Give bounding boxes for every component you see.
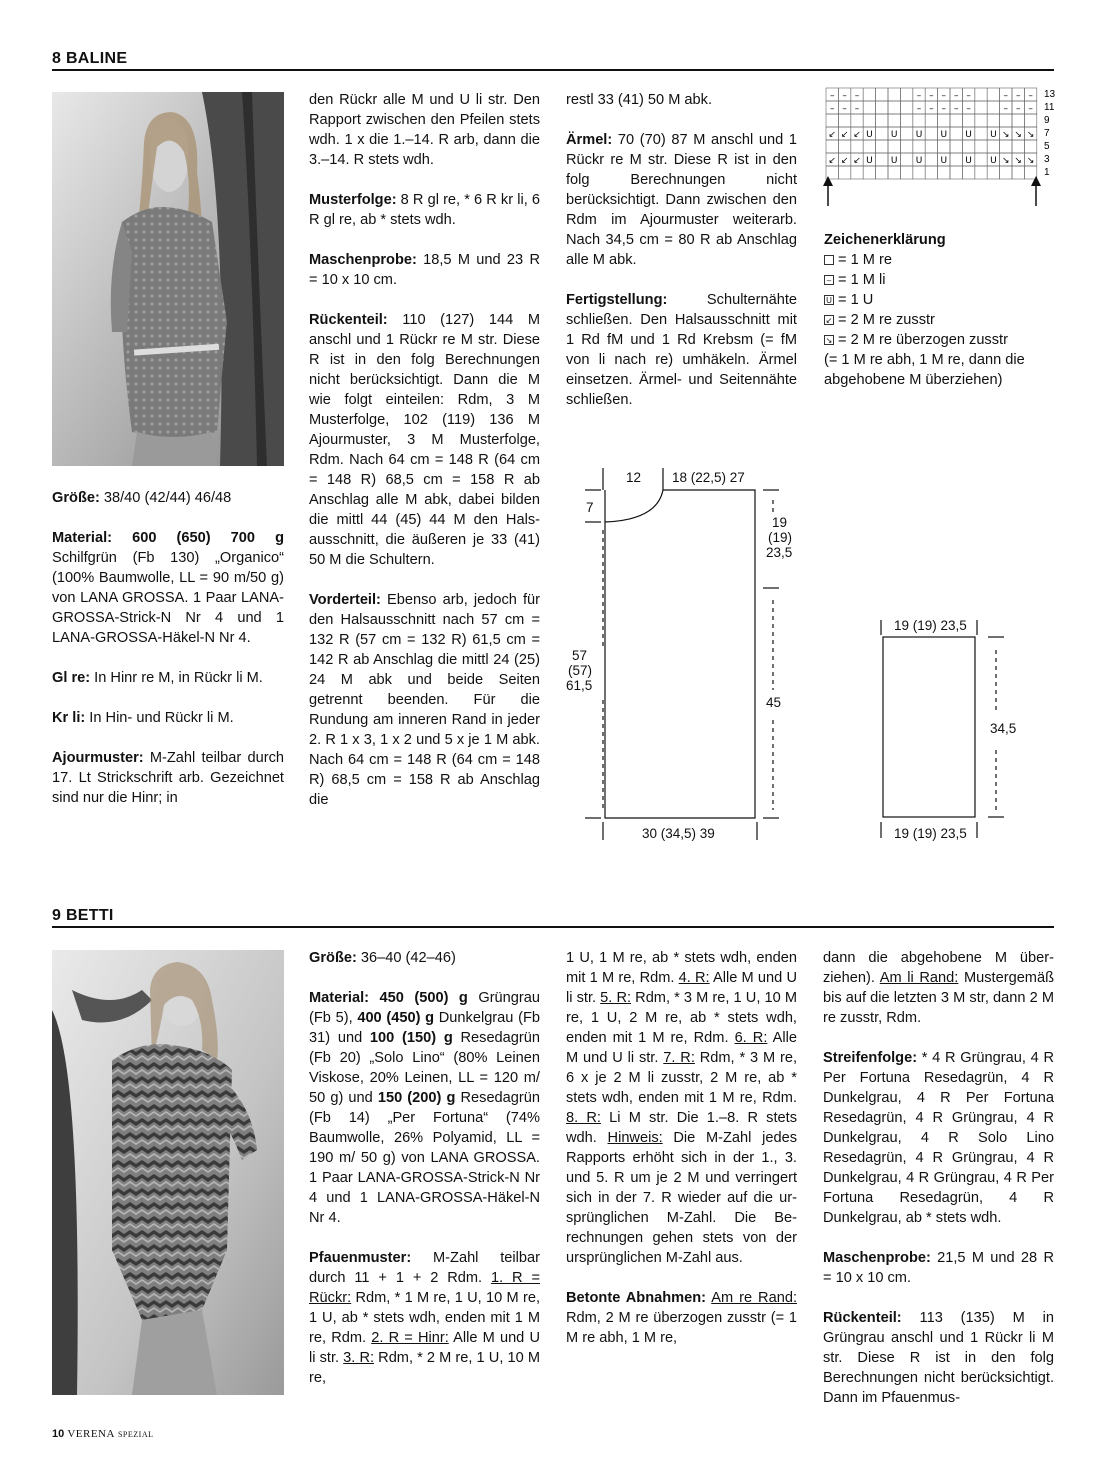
page-footer — [52, 1428, 153, 1440]
magazine-suffix: SPEZIAL — [117, 1430, 154, 1439]
section-divider — [52, 69, 1054, 71]
chart-row-number: 13 — [1044, 89, 1056, 100]
schematic-label-armhole-3: 23,5 — [766, 545, 793, 560]
text-column-1: Größe: 38/40 (42/44) 46/48 Material: 600 (650) 700 g Schilfgrün (Fb 130) „Organico“ (100% Baumwolle, LL = 90 m/50 g) von LANA GROSSA. 1 Paar LANA-GROSSA-Strick-N Nr 4 und 1 LANA-GROSSA-Häkel-N Nr 4. Gl re: In Hinr re M, in Rückr li M. Kr li: In Hin- und Rückr li M. Ajourmuster: M-Zahl teilbar durch 17. Lt Strickschrift arb. Gezeichnet sind nur die Hinr; in — [52, 490, 284, 806]
repeat-arrow-right — [1031, 176, 1041, 206]
chart-cell-symbol: U — [866, 156, 873, 166]
sleeve-label-length: 34,5 — [990, 721, 1017, 736]
legend-item-k2tog: ↙ = 2 M re zusstr — [825, 312, 935, 328]
yarn-over-icon: U — [824, 295, 834, 305]
chart-cell-symbol: ↙ — [853, 130, 861, 140]
schematic-label-neck-width: 12 — [626, 470, 642, 485]
model-photo-baline — [52, 92, 284, 466]
text-column-3: restl 33 (41) 50 M abk. Ärmel: 70 (70) 87 M anschl und 1 Rückr re M str. Diese R ist in den folg Berechnungen nicht berücksichtigt. Dann zwischen den Rdm im Ajourmuster weiterarb. Nach 34,5 cm = 80 R ab Anschlag alle M abk. Fertigstellung: Schulternähte schließen. Den Halsausschnitt mit 1 Rd fM und 1 Rd Krebsm (= fM von li nach re) umhäkeln. Ärmel einsetzen. Ärmel- und Seitennähte schließen. — [566, 92, 797, 408]
chart-cell-symbol: – — [829, 91, 835, 101]
legend-item-purl: – = 1 M li — [824, 270, 1054, 290]
chart-cell-symbol: – — [1015, 104, 1021, 114]
chart-cell-symbol: – — [1028, 91, 1033, 101]
chart-cell-symbol: – — [854, 104, 860, 114]
chart-row-number: 11 — [1044, 102, 1055, 113]
purl-stitch-icon: – — [824, 275, 834, 285]
chart-cell-symbol: – — [966, 104, 971, 114]
chart-cell-symbol: U — [915, 130, 923, 140]
chart-row-number: 9 — [1044, 115, 1050, 126]
legend-item-knit: = 1 M re — [824, 250, 1054, 270]
text-column-betti-2: 1 U, 1 M re, ab * stets wdh, enden mit 1 M re, Rdm. 4. R: Alle M und U li str. 5. R: Rdm, * 3 M re, 1 U, 10 M re, 1 U, 2 M re, ab * stets wdh, enden mit 1 M re, Rdm. 6. R: Alle M und U li str. 7. R: Rdm, * 3 M re, 6 x je 2 M li zusstr, 2 M re, ab * stets wdh, enden mit 1 M re, Rdm. 8. R: Li M str. Die 1.–8. R stets wdh. Hinweis: Die M-Zahl jedes Rapports erhöht sich in der 1., 3. und 5. R um je 2 M und verringert sich in der 7. R wieder auf die ursprünglichen M-Zahl. Die Berechnungen gehen stets von der ursprünglichen M-Zahl aus. Betonte Abnahmen: Am re Rand: Rdm, 2 M re überzogen zusstr (= 1 M re abh, 1 M re, — [566, 950, 798, 1346]
chart-cell-symbol: U — [990, 156, 997, 166]
chart-cell-symbol: U — [915, 156, 923, 166]
schematic-label-length-1: 57 — [572, 648, 588, 663]
chart-cell-symbol: – — [829, 104, 835, 114]
chart-cell-symbol: – — [842, 104, 847, 114]
ssk-icon: ↘ — [825, 336, 833, 345]
schematic-label-hem-width: 30 (34,5) 39 — [642, 826, 715, 841]
schematic-label-length-2: (57) — [568, 663, 593, 678]
legend-item-yarnover: U = 1 U — [824, 290, 1054, 310]
chart-cell-symbol: – — [916, 91, 922, 101]
chart-row-number: 7 — [1044, 128, 1050, 139]
schematic-label-armhole-2: (19) — [768, 530, 793, 545]
chart-cell-symbol: U — [965, 130, 972, 140]
chart-cell-symbol: – — [1003, 91, 1009, 101]
schematic-label-shoulder-width: 18 (22,5) 27 — [672, 470, 745, 485]
chart-cell-symbol: – — [941, 104, 947, 114]
chart-cell-symbol: ↙ — [840, 156, 849, 166]
chart-cell-symbol: – — [953, 104, 959, 114]
sleeve-label-top: 19 (19) 23,5 — [894, 618, 967, 633]
chart-cell-symbol: U — [890, 130, 898, 140]
section-title-betti: 9 BETTI — [52, 907, 114, 924]
chart-cell-symbol: – — [842, 91, 847, 101]
schematic-label-length-3: 61,5 — [566, 678, 593, 693]
chart-row-number: 5 — [1044, 141, 1050, 152]
chart-cell-symbol: – — [1028, 104, 1033, 114]
chart-cell-symbol: – — [941, 91, 947, 101]
legend-extra: (= 1 M re abh, 1 M re, dann die abgehobene M überziehen) — [824, 352, 1025, 388]
section-divider — [52, 926, 1054, 928]
chart-cell-symbol: ↘ — [1014, 130, 1022, 140]
chart-cell-symbol: ↘ — [1002, 130, 1010, 140]
chart-cell-symbol: U — [940, 130, 948, 140]
k2tog-icon: ↙ — [825, 316, 833, 325]
chart-cell-symbol: ↙ — [828, 130, 836, 140]
chart-cell-symbol: – — [854, 91, 860, 101]
chart-cell-symbol: ↘ — [1002, 156, 1010, 166]
chart-cell-symbol: ↘ — [1026, 156, 1035, 166]
chart-cell-symbol: U — [990, 130, 997, 140]
chart-cell-symbol: – — [953, 91, 959, 101]
text-column-2: den Rückr alle M und U li str. Den Rapport zwischen den Pfeilen stets wdh. 1 x die 1.–14. R arb, dann die 3.–14. R stets wdh. Musterfolge: 8 R gl re, * 6 R kr li, 6 R gl re, ab * stets wdh. Maschenprobe: 18,5 M und 23 R = 10 x 10 cm. Rückenteil: 110 (127) 144 M anschl und 1 Rückr re M str. Diese R ist in den folg Berechnungen nicht berücksichtigt. Dann die M wie folgt einteilen: Rdm, 3 M Musterfolge, 102 (119) 136 M Ajourmuster, 3 M Musterfolge, Rdm. Nach 64 cm = 148 R (64 cm = 148 R) 68,5 cm = 158 R ab Anschlag alle M abk, dabei bilden die mittl 44 (45) 44 M den Halsausschnitt, die äußeren je 33 (41) 50 M die Schultern. Vorderteil: Ebenso arb, jedoch für den Halsausschnitt nach 57 cm = 132 R (57 cm = 132 R) 61,5 cm = 142 R ab Anschlag die mittl 24 (25) 24 M abk und beide Seiten getrennt beenden. Für die Rundung am inneren Rand in jeder 2. R 1 x 3, 1 x 2 und 5 x je 1 M abk. Nach 64 cm = 148 R (64 cm = 148 R) 68,5 cm = 158 R ab Anschlag die — [309, 92, 540, 808]
chart-cell-symbol: ↙ — [853, 156, 861, 166]
magazine-name: VERENA — [67, 1428, 115, 1440]
chart-cell-symbol: U — [890, 156, 898, 166]
chart-cell-symbol: – — [916, 104, 922, 114]
chart-cell-symbol: – — [1003, 104, 1009, 114]
schematic-label-neck-depth: 7 — [586, 500, 594, 515]
chart-cell-symbol: – — [929, 91, 934, 101]
chart-cell-symbol: ↘ — [1014, 156, 1022, 166]
chart-row-number: 1 — [1044, 167, 1050, 178]
legend-title: Zeichenerklärung — [824, 232, 946, 248]
chart-cell-symbol: – — [929, 104, 934, 114]
chart-cell-symbol: U — [866, 130, 873, 140]
legend-item-ssk: ↘ = 2 M re überzogen zusstr — [825, 332, 1008, 348]
chart-legend — [824, 230, 1054, 390]
section-title-baline: 8 BALINE — [52, 50, 128, 67]
chart-cell-symbol: – — [1015, 91, 1021, 101]
knitting-chart — [820, 86, 1060, 212]
repeat-arrow-left — [823, 176, 833, 206]
chart-cell-symbol: ↙ — [828, 156, 836, 166]
knit-stitch-icon — [824, 255, 834, 265]
text-column-betti-3: dann die abgehobene M überziehen). Am li Rand: Mustergemäß bis auf die letzten 3 M str, dann 2 M re zusstr, Rdm. Streifenfolge: * 4 R Grüngrau, 4 R Per Fortuna Resedagrün, 4 R Dunkelgrau, 4 R Per Fortuna Resedagrün, 4 R Grüngrau, 4 R Dunkelgrau, 4 R Solo Lino Resedagrün, 4 R Grüngrau, 4 R Dunkelgrau, 4 R Grüngrau, 4 R Per Fortuna Resedagrün, 4 R Dunkelgrau, ab * stets wdh. Maschenprobe: 21,5 M und 28 R = 10 x 10 cm. Rückenteil: 113 (135) M in Grüngrau anschl und 1 Rückr li M str. Diese R ist in den folg Berechnungen nicht berücksichtigt. Dann im Pfauenmus- — [823, 950, 1054, 1406]
model-photo-betti — [52, 950, 284, 1395]
chart-row-number: 3 — [1044, 154, 1050, 165]
chart-cell-symbol: U — [965, 156, 972, 166]
schematic-label-armhole-1: 19 — [772, 515, 788, 530]
chart-cell-symbol: ↘ — [1026, 130, 1035, 140]
page-number: 10 — [52, 1428, 65, 1440]
schematic-label-side-length: 45 — [766, 695, 782, 710]
sleeve-label-bottom: 19 (19) 23,5 — [894, 826, 967, 841]
text-column-betti-1: Größe: 36–40 (42–46) Material: 450 (500) g Grüngrau (Fb 5), 400 (450) g Dunkelgrau (Fb 31) und 100 (150) g Resedagrün (Fb 20) „Solo Lino“ (80% Leinen Viskose, 20% Leinen, LL = 120 m/ 50 g) und 150 (200) g Resedagrün (Fb 14) „Per Fortuna“ (74% Baumwolle, 26% Polyamid, LL = 190 m/ 50 g) von LANA GROSSA. 1 Paar LANA-GROSSA-Strick-N Nr 4 und 1 LANA-GROSSA-Häkel-N Nr 4. Pfauenmuster: M-Zahl teilbar durch 11 + 1 + 2 Rdm. 1. R = Rückr: Rdm, * 1 M re, 1 U, 10 M re, 1 U, ab * stets wdh, enden mit 1 M re, Rdm. 2. R = Hinr: Alle M und U li str. 3. R: Rdm, * 2 M re, 1 U, 10 M re, — [309, 950, 541, 1386]
chart-cell-symbol: – — [966, 91, 971, 101]
body-schematic — [565, 460, 805, 850]
chart-cell-symbol: U — [940, 156, 948, 166]
chart-cell-symbol: ↙ — [840, 130, 849, 140]
